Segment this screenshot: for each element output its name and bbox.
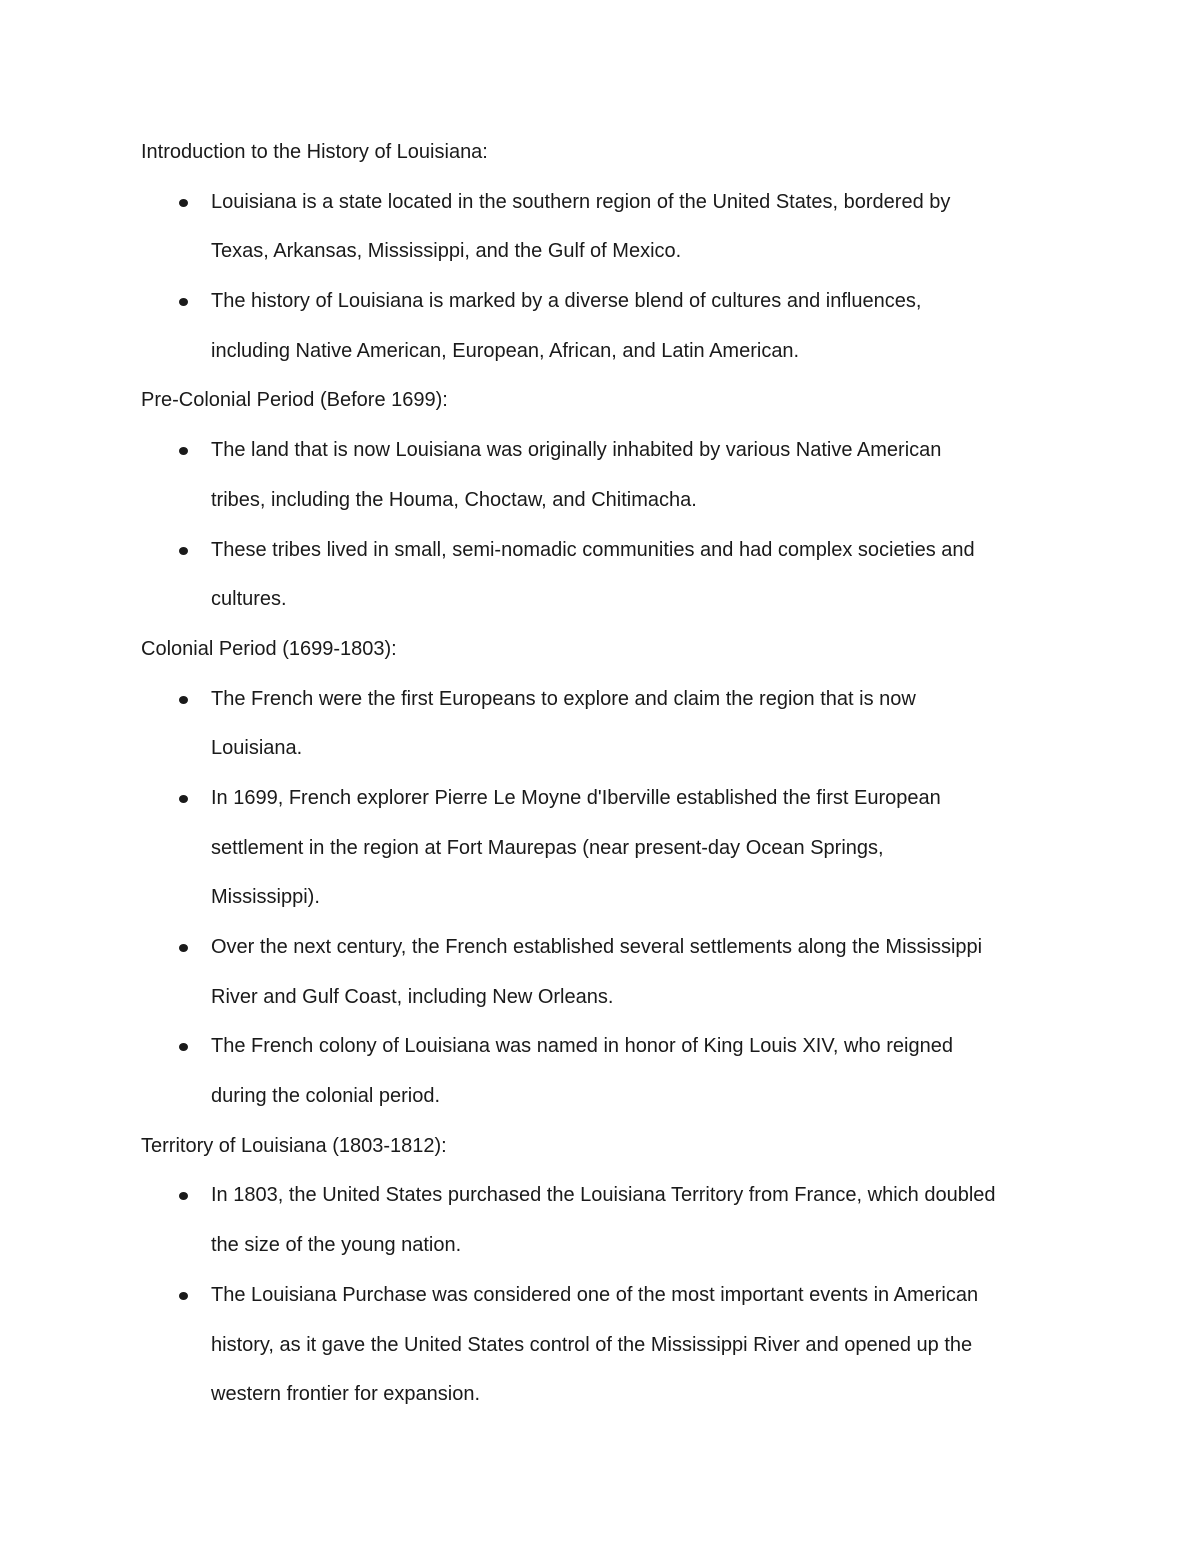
bullet-dot-icon [179,298,188,306]
bullet-item [141,774,1076,923]
bullet-text-line: during the colonial period. [211,1085,441,1108]
section-heading: Pre-Colonial Period (Before 1699): [141,389,448,412]
bullet-item [141,426,1076,525]
bullet-text-line: Louisiana is a state located in the southern region of the United States, bordered by [211,190,951,213]
bullet-text-line: These tribes lived in small, semi-nomadic communities and had complex societies and [211,538,975,561]
bullet-item [141,1022,1076,1121]
bullet-dot-icon [179,447,188,455]
section-heading: Colonial Period (1699-1803): [141,637,397,660]
bullet-item [141,1171,1076,1270]
bullet-text-line: In 1699, French explorer Pierre Le Moyne d'Iberville established the first European [211,786,941,809]
bullet-item [141,1271,1076,1420]
document-body [141,128,1076,1420]
section-heading: Territory of Louisiana (1803-1812): [141,1134,447,1157]
bullet-dot-icon [179,944,188,952]
bullet-text-line: River and Gulf Coast, including New Orleans. [211,985,614,1008]
bullet-dot-icon [179,1043,188,1051]
bullet-dot-icon [179,199,188,207]
bullet-text-line: The Louisiana Purchase was considered one of the most important events in American [211,1283,979,1306]
bullet-text-line: including Native American, European, African, and Latin American. [211,339,800,362]
bullet-text-line: Texas, Arkansas, Mississippi, and the Gulf of Mexico. [211,240,682,263]
bullet-dot-icon [179,795,188,803]
bullet-text-line: western frontier for expansion. [211,1383,481,1406]
bullet-text-line: The land that is now Louisiana was originally inhabited by various Native American [211,439,942,462]
bullet-text-line: settlement in the region at Fort Maurepas (near present-day Ocean Springs, [211,836,884,859]
bullet-dot-icon [179,1292,188,1300]
bullet-item [141,178,1076,277]
bullet-text-line: The French colony of Louisiana was named in honor of King Louis XIV, who reigned [211,1035,953,1058]
bullet-dot-icon [179,696,188,704]
section [141,625,1076,1122]
bullet-item [141,923,1076,1022]
bullet-dot-icon [179,547,188,555]
section [141,376,1076,624]
bullet-text-line: Mississippi). [211,886,320,909]
bullet-text-line: The history of Louisiana is marked by a diverse blend of cultures and influences, [211,290,922,313]
bullet-text-line: cultures. [211,588,287,611]
bullet-text-line: The French were the first Europeans to explore and claim the region that is now [211,687,916,710]
section-heading: Introduction to the History of Louisiana: [141,141,488,163]
bullet-item [141,675,1076,774]
bullet-text-line: tribes, including the Houma, Choctaw, and Chitimacha. [211,488,697,511]
bullet-item [141,526,1076,625]
bullet-text-line: Louisiana. [211,737,303,760]
section [141,128,1076,376]
bullet-item [141,277,1076,376]
bullet-text-line: the size of the young nation. [211,1234,462,1257]
bullet-text-line: history, as it gave the United States control of the Mississippi River and opened up the [211,1333,973,1356]
bullet-dot-icon [179,1192,188,1200]
bullet-text-line: In 1803, the United States purchased the Louisiana Territory from France, which doubled [211,1184,996,1207]
section [141,1122,1076,1420]
bullet-text-line: Over the next century, the French established several settlements along the Mississippi [211,936,983,958]
